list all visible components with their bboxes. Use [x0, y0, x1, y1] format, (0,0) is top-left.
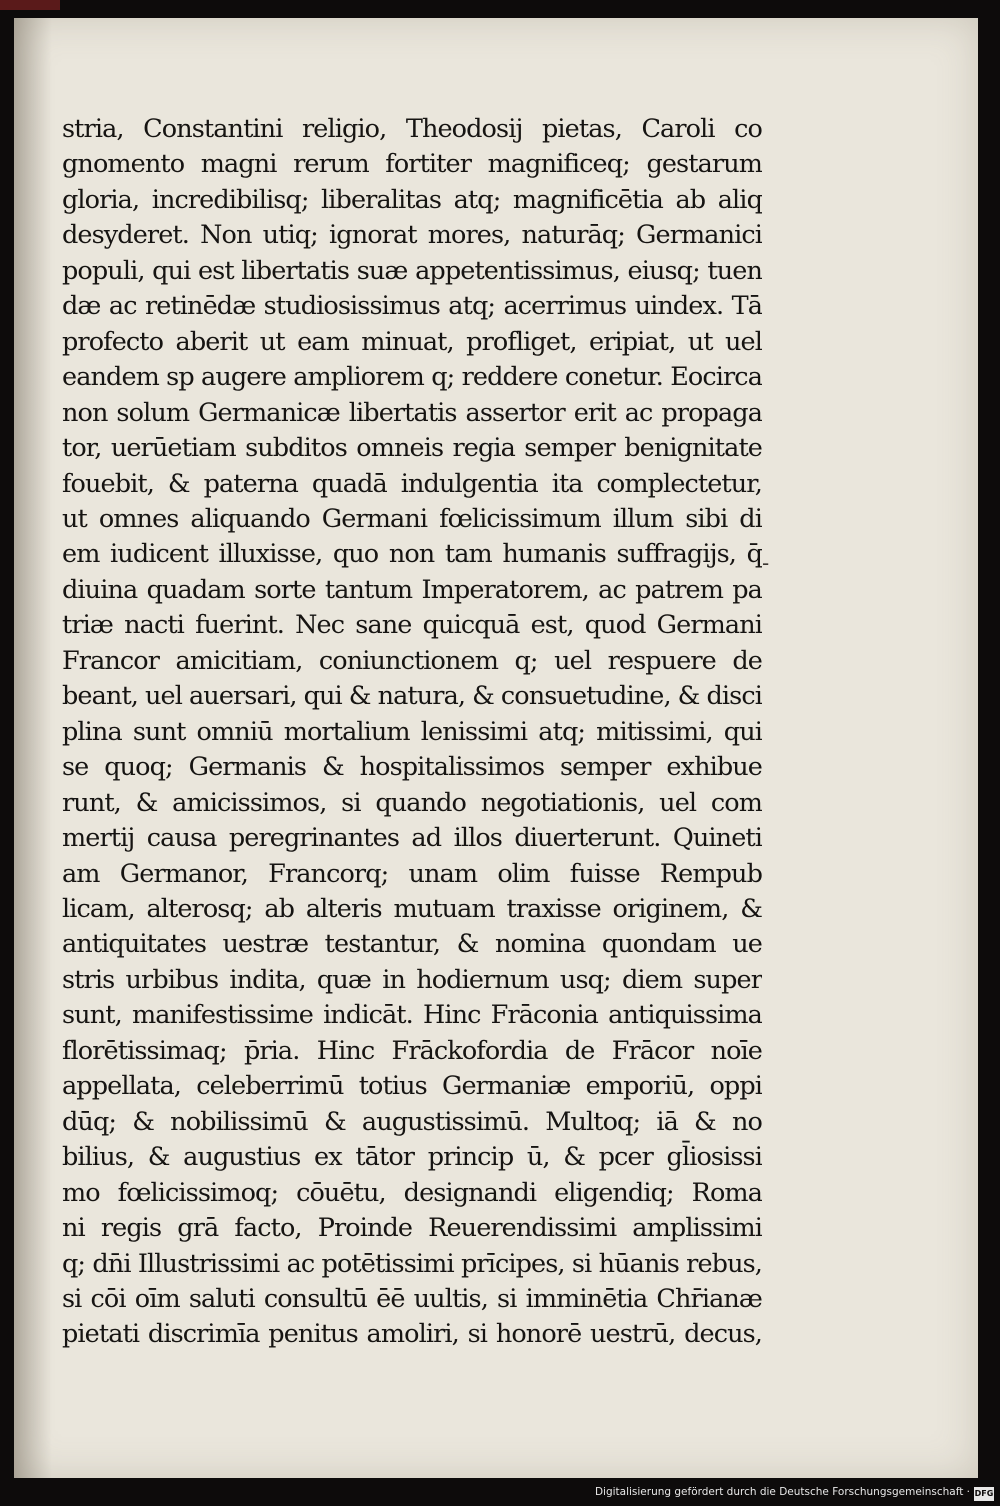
- text-line: runt, & amicissimos, si quando negotiationis, uel com: [62, 787, 762, 818]
- text-line: eandem sp augere ampliorem q; reddere conetur. Eocirca: [62, 362, 762, 393]
- text-line: pietati discrimīa penitus amoliri, si honorē uestrū, decus,: [62, 1319, 762, 1350]
- text-line: appellata, celeberrimū totius Germaniæ emporiū, oppi: [62, 1071, 762, 1102]
- text-line: tor, uerūetiam subditos omneis regia semper benignitate: [62, 433, 762, 464]
- text-line: gloria, incredibilisq; liberalitas atq; magnificētia ab aliq: [62, 184, 762, 215]
- margin-mark: -: [762, 551, 770, 575]
- text-line: triæ nacti fuerint. Nec sane quicquā est, quod Germani: [62, 610, 762, 641]
- digitization-credit: Digitalisierung gefördert durch die Deutsche Forschungsgemeinschaft ·: [594, 1486, 970, 1498]
- text-line: diuina quadam sorte tantum Imperatorem, ac patrem pa: [62, 574, 762, 605]
- text-line: profecto aberit ut eam minuat, profliget, eripiat, ut uel: [62, 326, 762, 357]
- text-line: sunt, manifestissime indicāt. Hinc Frāconia antiquissima: [62, 1000, 762, 1031]
- text-line: fouebit, & paterna quadā indulgentia ita complectetur,: [62, 468, 762, 499]
- text-line: Francor amicitiam, coniunctionem q; uel respuere de: [62, 645, 762, 676]
- text-line: mo fœlicissimoq; cōuētu, designandi eligendiq; Roma: [62, 1177, 762, 1208]
- text-line: se quoq; Germanis & hospitalissimos semper exhibue: [62, 752, 762, 783]
- dfg-logo: DFG: [974, 1487, 994, 1501]
- text-line: non solum Germanicæ libertatis assertor erit ac propaga: [62, 397, 762, 428]
- text-line: florētissimaq; p̄ria. Hinc Frāckofordia de Frācor noīe: [62, 1035, 762, 1066]
- text-line: em iudicent illuxisse, quo non tam humanis suffragijs, q̄: [62, 539, 762, 570]
- text-line: bilius, & augustius ex tātor princip ū, & pcer gl̄iosissi: [62, 1142, 762, 1173]
- gutter-shadow: [14, 18, 52, 1478]
- text-line: populi, qui est libertatis suæ appetentissimus, eiusq; tuen: [62, 255, 762, 286]
- text-line: dūq; & nobilissimū & augustissimū. Multoq; iā & no: [62, 1106, 762, 1137]
- book-page: [14, 18, 978, 1478]
- text-line: mertij causa peregrinantes ad illos diuerterunt. Quineti: [62, 823, 762, 854]
- text-line: si cōi oīm saluti consultū ēē uultis, si imminētia Chr̄ianæ: [62, 1283, 762, 1314]
- text-line: ut omnes aliquando Germani fœlicissimum illum sibi di: [62, 503, 762, 534]
- text-line: licam, alterosq; ab alteris mutuam traxisse originem, &: [62, 893, 762, 924]
- body-text: [62, 112, 762, 1353]
- text-line: stria, Constantini religio, Theodosij pietas, Caroli co: [62, 114, 762, 144]
- text-line: gnomento magni rerum fortiter magnificeq; gestarum: [62, 149, 762, 180]
- text-line: plina sunt omniū mortalium lenissimi atq; mitissimi, qui: [62, 716, 762, 747]
- text-line: desyderet. Non utiq; ignorat mores, naturāq; Germanici: [62, 220, 762, 251]
- text-line: q; dn̄i Illustrissimi ac potētissimi prīcipes, si hūanis rebus,: [62, 1248, 762, 1279]
- text-line: dæ ac retinēdæ studiosissimus atq; acerrimus uindex. Tā: [62, 291, 762, 322]
- text-line: am Germanor, Francorq; unam olim fuisse Rempub: [62, 858, 762, 889]
- corner-stain: [0, 0, 60, 10]
- footer-bar: [0, 1484, 1000, 1506]
- text-line: ni regis grā facto, Proinde Reuerendissimi amplissimi: [62, 1213, 762, 1244]
- text-line: antiquitates uestræ testantur, & nomina quondam ue: [62, 929, 762, 960]
- text-line: stris urbibus indita, quæ in hodiernum usq; diem super: [62, 964, 762, 995]
- text-line: beant, uel auersari, qui & natura, & consuetudine, & disci: [62, 681, 762, 712]
